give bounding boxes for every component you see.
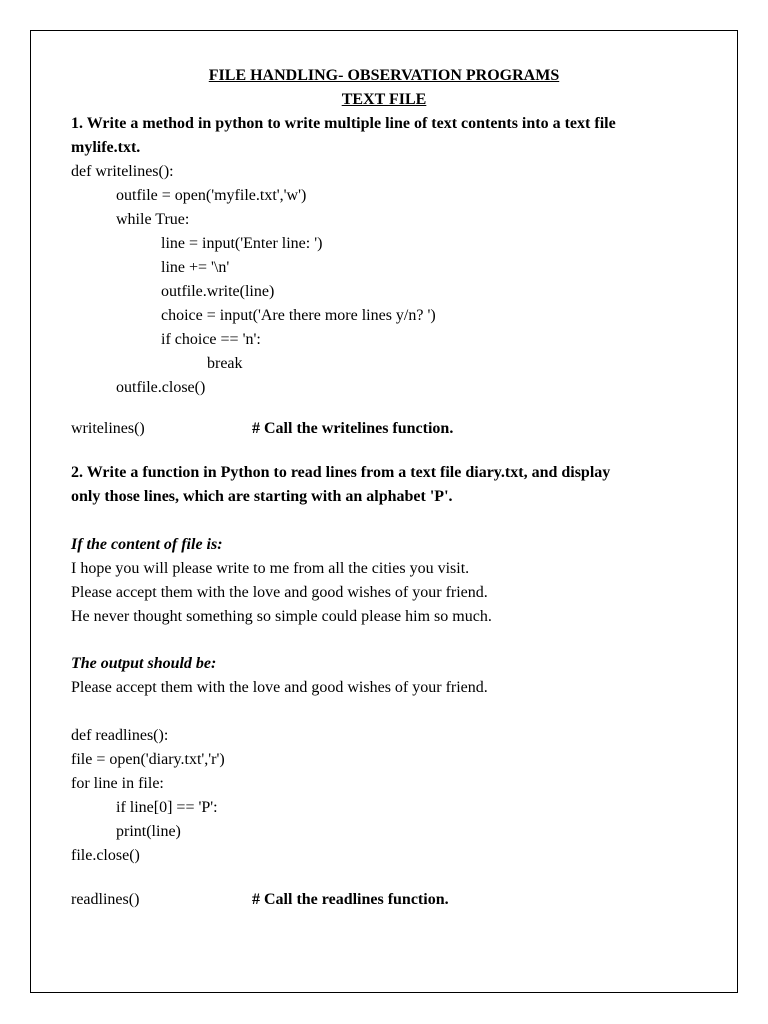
q2-call-comment: # Call the readlines function. (252, 891, 449, 908)
q2-text-line-1: 2. Write a function in Python to read lines from a text file diary.txt, and display (71, 464, 611, 481)
q2-code-line: if line[0] == 'P': (116, 799, 218, 816)
q1-code-line: while True: (116, 211, 190, 228)
q1-code-line: choice = input('Are there more lines y/n? ') (161, 307, 436, 324)
q1-code-line: outfile = open('myfile.txt','w') (116, 187, 307, 204)
q1-text-line-2: mylife.txt. (71, 139, 141, 156)
q1-code-line: outfile.close() (116, 379, 206, 396)
content-line: Please accept them with the love and good wishes of your friend. (71, 584, 488, 601)
content-line: I hope you will please write to me from all the cities you visit. (71, 560, 470, 577)
q1-code-line: outfile.write(line) (161, 283, 275, 300)
q2-text-line-2: only those lines, which are starting with an alphabet 'P'. (71, 488, 453, 505)
document-subtitle: TEXT FILE (341, 91, 427, 108)
q1-code-line: break (207, 355, 243, 372)
output-heading: The output should be: (71, 655, 217, 672)
q2-code-line: file.close() (71, 847, 140, 864)
output-line: Please accept them with the love and good wishes of your friend. (71, 679, 488, 696)
q2-code-line: file = open('diary.txt','r') (71, 751, 225, 768)
q1-code-line: def writelines(): (71, 163, 174, 180)
q2-code-line: def readlines(): (71, 727, 169, 744)
q1-function-call: writelines() (71, 420, 145, 437)
q1-code-line: line += '\n' (161, 259, 230, 276)
q1-code-line: if choice == 'n': (161, 331, 261, 348)
q2-function-call: readlines() (71, 891, 140, 908)
q2-code-line: print(line) (116, 823, 181, 840)
q1-text-line-1: 1. Write a method in python to write multiple line of text contents into a text file (71, 115, 616, 132)
content-line: He never thought something so simple could please him so much. (71, 608, 492, 625)
content-heading: If the content of file is: (71, 536, 223, 553)
q1-code-line: line = input('Enter line: ') (161, 235, 323, 252)
q1-call-comment: # Call the writelines function. (252, 420, 454, 437)
q2-code-line: for line in file: (71, 775, 164, 792)
document-title: FILE HANDLING- OBSERVATION PROGRAMS (208, 67, 560, 84)
